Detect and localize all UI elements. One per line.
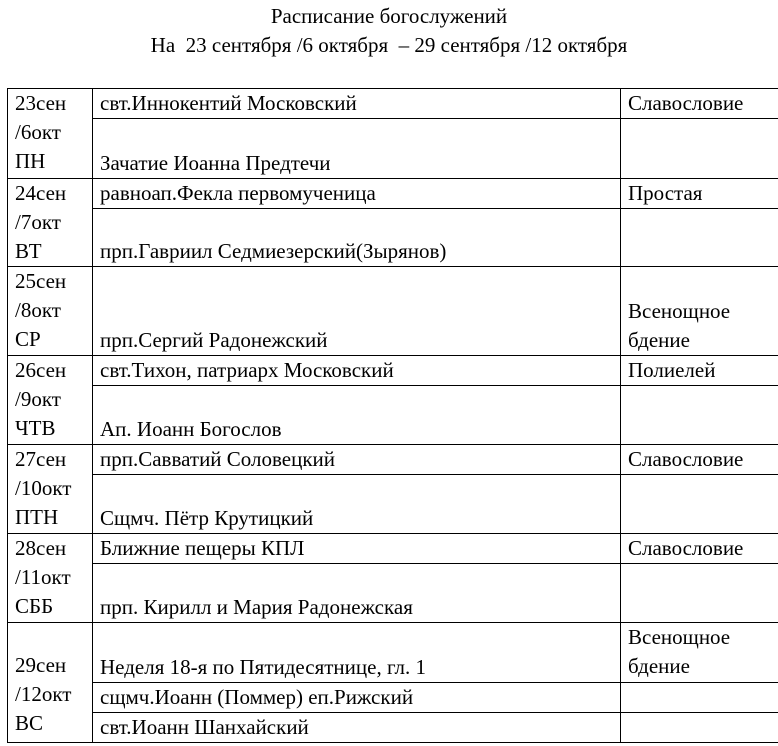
saint-cell: Зачатие Иоанна Предтечи	[93, 119, 621, 179]
saint-cell: свт.Тихон, патриарх Московский	[93, 356, 621, 386]
date-day: 25сен	[15, 269, 67, 293]
date-cell	[8, 445, 93, 534]
date-day: 29сен	[15, 653, 67, 677]
date-cell	[8, 356, 93, 445]
date-new-style: /12окт	[15, 682, 72, 706]
date-new-style: /7окт	[15, 210, 61, 234]
date-cell	[8, 623, 93, 743]
schedule-table	[7, 88, 778, 743]
saint-cell: свт.Иннокентий Московский	[93, 89, 621, 119]
service-type: Славословие	[628, 447, 744, 471]
date-new-style: /11окт	[15, 565, 71, 589]
saint-cell: Неделя 18-я по Пятидесятнице, гл. 1	[93, 623, 621, 683]
saint-cell: прп. Кирилл и Мария Радонежская	[93, 564, 621, 623]
table-row	[8, 386, 778, 445]
table-row	[8, 445, 778, 475]
saint-cell: прп.Савватий Соловецкий	[93, 445, 621, 475]
date-new-style: /8окт	[15, 298, 61, 322]
saint-cell: Ближние пещеры КПЛ	[93, 534, 621, 564]
service-cell-empty	[621, 564, 778, 623]
page-title	[0, 2, 778, 60]
service-cell-empty	[621, 209, 778, 267]
weekday: ВС	[15, 711, 44, 735]
table-row	[8, 179, 778, 209]
service-cell	[621, 179, 778, 209]
date-day: 24сен	[15, 181, 67, 205]
saint-cell: прп.Сергий Радонежский	[93, 267, 621, 356]
date-day: 26сен	[15, 358, 67, 382]
service-type: Полиелей	[628, 358, 716, 382]
weekday: СР	[15, 327, 41, 351]
saint-cell: Сщмч. Пётр Крутицкий	[93, 475, 621, 534]
saint-cell: равноап.Фекла первомученица	[93, 179, 621, 209]
service-type-line-1: Всенощное	[628, 299, 731, 323]
service-cell-empty	[621, 119, 778, 179]
table-row	[8, 356, 778, 386]
date-day: 27сен	[15, 447, 67, 471]
table-row	[8, 534, 778, 564]
title-line-1: Расписание богослужений	[270, 4, 508, 28]
date-cell	[8, 534, 93, 623]
service-cell	[621, 534, 778, 564]
date-day: 23сен	[15, 91, 67, 115]
date-day: 28сен	[15, 536, 67, 560]
table-row	[8, 89, 778, 119]
service-cell	[621, 267, 778, 356]
weekday: СББ	[15, 594, 54, 618]
table-row	[8, 623, 778, 683]
service-cell-empty	[621, 683, 778, 713]
saint-cell: свт.Иоанн Шанхайский	[93, 713, 621, 743]
table-row	[8, 713, 778, 743]
date-cell	[8, 179, 93, 267]
table-row	[8, 119, 778, 179]
service-cell-empty	[621, 713, 778, 743]
service-cell	[621, 445, 778, 475]
weekday: ЧТВ	[15, 416, 56, 440]
date-new-style: /10окт	[15, 476, 72, 500]
service-type-line-2: бдение	[628, 328, 690, 352]
date-new-style: /9окт	[15, 387, 61, 411]
table-row	[8, 209, 778, 267]
service-cell	[621, 89, 778, 119]
service-type-line-2: бдение	[628, 654, 690, 678]
saint-cell: сщмч.Иоанн (Поммер) еп.Рижский	[93, 683, 621, 713]
date-new-style: /6окт	[15, 120, 61, 144]
date-cell	[8, 267, 93, 356]
service-cell	[621, 623, 778, 683]
table-row	[8, 267, 778, 356]
saint-cell: прп.Гавриил Седмиезерский(Зырянов)	[93, 209, 621, 267]
weekday: ПТН	[15, 505, 59, 529]
weekday: ПН	[15, 149, 46, 173]
table-row	[8, 564, 778, 623]
service-type-line-1: Всенощное	[628, 625, 731, 649]
saint-cell: Ап. Иоанн Богослов	[93, 386, 621, 445]
table-row	[8, 475, 778, 534]
weekday: ВТ	[15, 239, 42, 263]
service-cell-empty	[621, 475, 778, 534]
table-row	[8, 683, 778, 713]
date-cell	[8, 89, 93, 179]
service-type: Простая	[628, 181, 703, 205]
title-line-2: На 23 сентября /6 октября – 29 сентября /12 октября	[150, 33, 628, 57]
service-cell	[621, 356, 778, 386]
service-cell-empty	[621, 386, 778, 445]
service-type: Славословие	[628, 91, 744, 115]
service-type: Славословие	[628, 536, 744, 560]
